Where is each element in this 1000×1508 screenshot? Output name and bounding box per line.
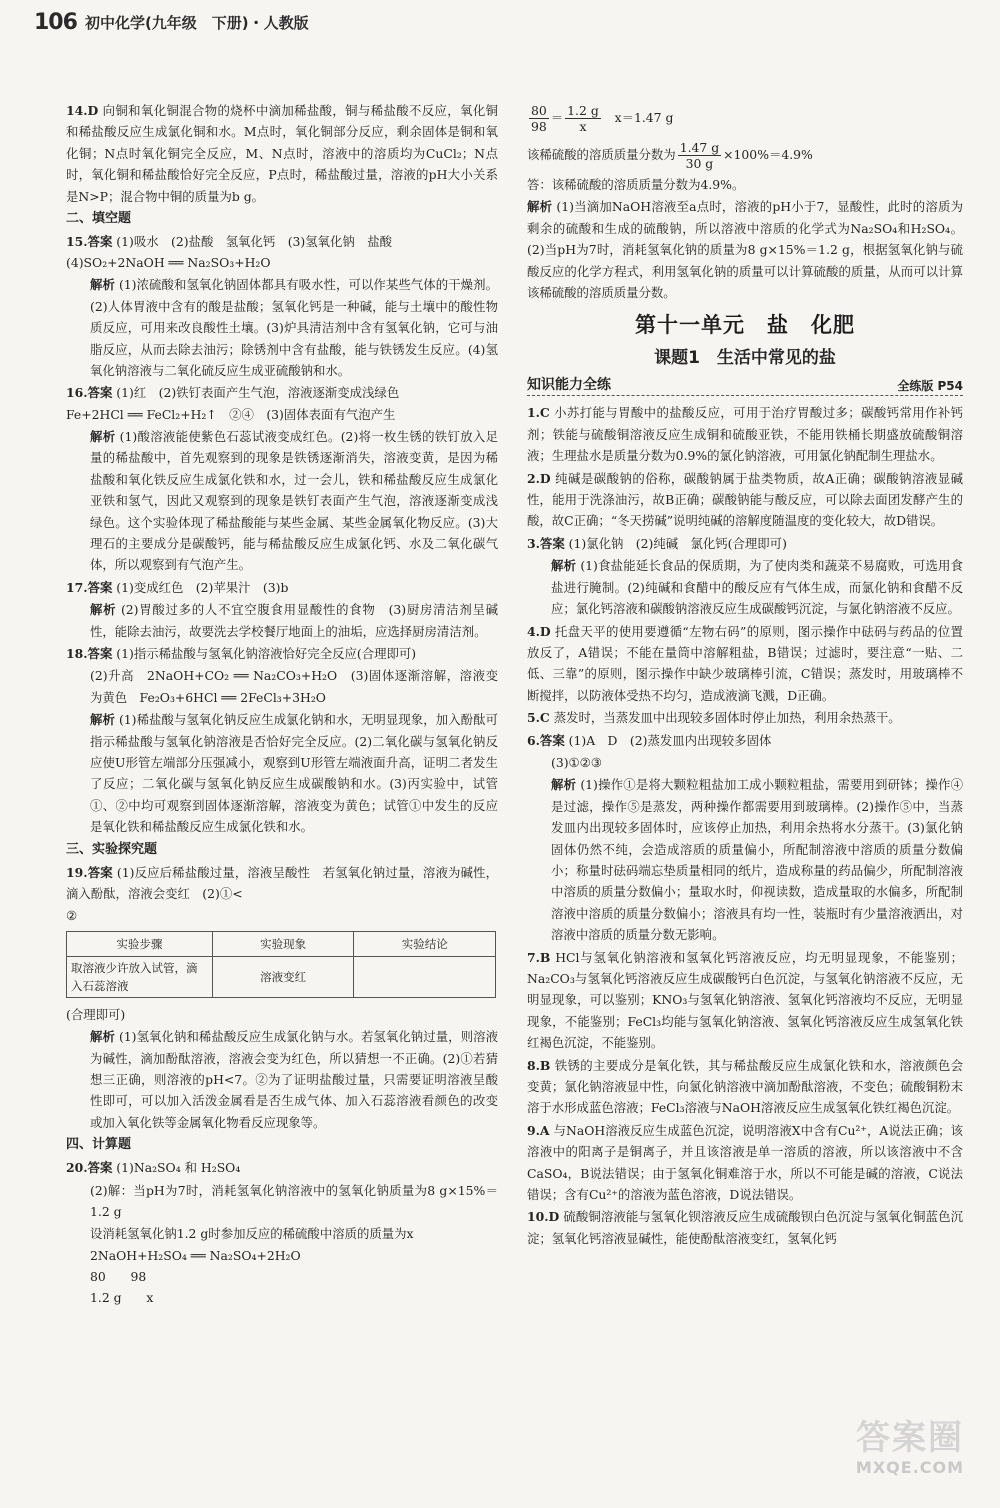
section-experiment: 三、实验探究题	[66, 841, 158, 857]
q20-analysis-label: 解析	[527, 199, 553, 215]
item-5-num: 5.C	[527, 710, 550, 726]
watermark-logo	[840, 1418, 980, 1498]
q19-analysis-label: 解析	[90, 1029, 115, 1045]
item-4-text: 托盘天平的使用要遵循“左物右码”的原则，图示操作中砝码与药品的位置放反了，A错误；不能在量筒中溶解粗盐，B错误；过滤时，要注意“一贴、二低、三靠”的原则，图示操作中缺少玻璃棒引流，C错误；蒸发时，用玻璃棒不断搅拌，以防液体受热不均匀，造成液滴飞溅，D正确。	[527, 623, 963, 703]
watermark-logo-text: 答案圈	[856, 1418, 964, 1458]
left-column	[66, 100, 498, 1309]
item-8-text: 铁锈的主要成分是氧化铁，其与稀盐酸反应生成氯化铁和水，溶液颜色会变黄；氯化钠溶液显中性，向氯化钠溶液中滴加酚酞溶液，不变色；硫酸铜粉末溶于水形成蓝色溶液；FeCl₃溶液与NaOH溶液反应生成氢氧化铁红褐色沉淀。	[527, 1057, 963, 1116]
q18-analysis-text: (1)稀盐酸与氢氧化钠反应生成氯化钠和水，无明显现象，加入酚酞可指示稀盐酸与氢氧化钠溶液是否恰好完全反应。(2)二氧化碳与氢氧化钠反应使U形管左端部分压强减小，观察到U形管左端液面升高，证明二者发生了反应；二氧化碳与氢氧化钠反应生成碳酸钠和水。(3)丙实验中，试管①、②中均可观察到固体逐渐溶解，溶液变为黄色；试管①中发生的反应是氧化铁和稀盐酸反应生成氯化铁和水。	[90, 712, 498, 835]
item-1-text: 小苏打能与胃酸中的盐酸反应，可用于治疗胃酸过多；碳酸钙常用作补钙剂；铁能与硫酸铜溶液反应生成铜和硫酸亚铁，不能用铁桶长期盛放硫酸铜溶液；生理盐水是质量分数为0.9%的氯化钠溶液，可用氯化钠配制生理盐水。	[527, 405, 963, 464]
q16-equation: Fe+2HCl ══ FeCl₂+H₂↑ ②④ (3)固体表面有气泡产生	[66, 406, 396, 422]
q16-num: 16.答案	[66, 385, 113, 401]
table-row	[67, 956, 496, 997]
item-6-analysis	[527, 774, 963, 945]
item-9-text: 与NaOH溶液反应生成蓝色沉淀，说明溶液X中含有Cu²⁺，A说法正确；该溶液中的阳离子是铜离子，并且该溶液是单一溶质的溶液，所以该溶液中不含CaSO₄，B说法错误；由于氢氧化铜难溶于水，所以不可能是碱的溶液，C说法错误；含有Cu²⁺的溶液为蓝色溶液，D说法错误。	[527, 1122, 963, 1203]
table-cell: 取溶液少许放入试管，滴入石蕊溶液	[67, 956, 213, 997]
fraction	[565, 103, 601, 134]
page-header	[34, 6, 534, 38]
q17-analysis-label: 解析	[90, 602, 117, 618]
q16-analysis-text: (1)酸溶液能使紫色石蕊试液变成红色。(2)将一枚生锈的铁钉放入足量的稀盐酸中，首先观察到的现象是铁锈逐渐消失，溶液变黄，是因为稀盐酸和氧化铁反应生成氯化铁和水，过一会儿，铁和稀盐酸反应生成氯化亚铁和氢气，因此又观察到的现象是铁钉表面产生气泡，溶液逐渐变成浅绿色。这个实验体现了稀盐酸能与某些金属、某些金属氧化物反应。(3)大理石的主要成分是碳酸钙，能与稀盐酸反应生成氯化钙、水及二氧化碳气体，所以观察到有气泡产生。	[90, 428, 498, 573]
fraction	[529, 103, 549, 134]
q18-analysis-label: 解析	[90, 712, 115, 728]
q20-ratio-2: 1.2 g x	[90, 1289, 154, 1305]
calc-answer: 答：该稀硫酸的溶质质量分数为4.9%。	[527, 177, 745, 192]
q15-analysis-text: (1)浓硫酸和氢氧化钠固体都具有吸水性，可以作某些气体的干燥剂。(2)人体胃液中含有的酸是盐酸；氢氧化钙是一种碱，能与土壤中的酸性物质反应，可用来改良酸性土壤。(3)炉具清洁剂中含有氢氧化钠，它可与油脂反应，从而去除去油污；除锈剂中含有盐酸，能与铁锈发生反应。(4)氢氧化钠溶液与二氧化硫反应生成亚硫酸钠和水。	[90, 277, 498, 379]
practice-ref: 全练版 P54	[897, 379, 963, 394]
q20-analysis	[527, 196, 963, 303]
item-6-analysis-label: 解析	[551, 777, 577, 793]
right-column	[527, 100, 963, 1250]
q17-analysis	[66, 599, 498, 642]
calc-conc-suffix: ×100%＝4.9%	[723, 147, 813, 162]
q20-equation: 2NaOH+H₂SO₄ ══ Na₂SO₄+2H₂O	[90, 1247, 301, 1263]
q16	[66, 382, 498, 403]
q14	[66, 100, 498, 207]
calc-conc-prefix: 该稀硫酸的溶质质量分数为	[527, 147, 676, 162]
q19-analysis-text: (1)氢氧化钠和稀盐酸反应生成氯化钠与水。若氢氧化钠过量，则溶液为碱性，滴加酚酞溶液，溶液会变为红色，所以猜想一不正确。(2)①若猜想三正确，则溶液的pH<7。②为了证明盐酸过量，只需要证明溶液呈酸性即可，可以加入活泼金属看是否生成气体、加入石蕊溶液看颜色的改变或加入氧化铁等金属氧化物看反应现象等。	[90, 1029, 498, 1130]
item-2	[527, 468, 963, 532]
item-2-text: 纯碱是碳酸钠的俗称，碳酸钠属于盐类物质，故A正确；碳酸钠溶液显碱性，能用于洗涤油污，故B正确；碳酸钠能与酸反应，可以除去面团发酵产生的酸，故C正确；“冬天捞碱”说明纯碱的溶解度随温度的变化较大，故D错误。	[527, 470, 963, 529]
item-3-analysis-label: 解析	[551, 558, 577, 574]
item-3-analysis	[527, 555, 963, 619]
fraction-numerator: 1.47 g	[679, 140, 720, 155]
q17-analysis-text: (2)胃酸过多的人不宜空腹食用显酸性的食物 (3)厨房清洁剂呈碱性，能除去油污，故要洗去学校餐厅地面上的油垢，应选择厨房清洁剂。	[90, 602, 498, 639]
table-header: 实验现象	[212, 931, 354, 956]
item-9	[527, 1120, 963, 1206]
watermark-url: MXQE.COM	[855, 1458, 965, 1477]
q14-text: 向铜和氧化铜混合物的烧杯中滴加稀盐酸，铜与稀盐酸不反应，氧化铜和稀盐酸反应生成氯化铜和水。M点时，氧化铜部分反应，剩余固体是铜和氧化铜；N点时氧化铜完全反应，M、N点时，溶液中的溶质均为CuCl₂；N点时，氧化铜和稀盐酸恰好完全反应，P点时，稀盐酸过量，溶液的pH大小关系是N>P；混合物中铜的质量为b g。	[66, 103, 498, 204]
item-9-num: 9.A	[527, 1122, 550, 1138]
item-7	[527, 947, 963, 1054]
item-1-num: 1.C	[527, 405, 550, 421]
item-4	[527, 621, 963, 707]
fraction-denominator: x	[579, 119, 587, 134]
q16-answer: (1)红 (2)铁钉表面产生气泡，溶液逐渐变成浅绿色	[116, 385, 400, 401]
q19-analysis	[66, 1026, 498, 1133]
fraction-numerator: 80	[531, 103, 547, 118]
practice-bar	[527, 374, 963, 396]
item-1	[527, 402, 963, 466]
q18	[66, 643, 498, 664]
table-header-row	[67, 931, 496, 956]
q19-sub2: ②	[66, 908, 78, 924]
fraction-denominator: 30 g	[685, 156, 714, 171]
q18-answer: (1)指示稀盐酸与氢氧化钠溶液恰好完全反应(合理即可)	[116, 645, 417, 661]
q20-analysis-text: (1)当滴加NaOH溶液至a点时，溶液的pH小于7，显酸性，此时的溶质为剩余的硫酸和生成的硫酸钠，所以溶液中溶质的化学式为Na₂SO₄和H₂SO₄。(2)当pH为7时，消耗氢氧化钠的质量为8 g×15%＝1.2 g，根据氢氧化钠与硫酸反应的化学方程式，利用氢氧化钠的质量可以计算硫酸的质量，从而可以计算该稀硫酸的溶质质量分数。	[527, 199, 963, 301]
calc-concentration	[527, 137, 963, 173]
q16-analysis-label: 解析	[90, 428, 116, 444]
item-7-num: 7.B	[527, 949, 551, 965]
item-6-answer-2: (3)①②③	[551, 754, 602, 770]
q19-answer: (1)反应后稀盐酸过量，溶液呈酸性 若氢氧化钠过量，溶液为碱性，滴入酚酞，溶液会变红 (2)①<	[66, 864, 498, 901]
q17	[66, 577, 498, 598]
q16-analysis	[66, 426, 498, 576]
q20	[66, 1157, 498, 1178]
item-6-num: 6.答案	[527, 732, 565, 748]
book-title: 初中化学(九年级 下册)・人教版	[84, 13, 309, 32]
item-3-num: 3.答案	[527, 535, 565, 551]
q19-num: 19.答案	[66, 864, 113, 880]
q18-answer-2: (2)升高 2NaOH+CO₂ ══ Na₂CO₃+H₂O (3)固体逐渐溶解，溶液变为黄色 Fe₂O₃+6HCl ══ 2FeCl₃+3H₂O	[90, 668, 498, 705]
q15-analysis	[66, 274, 498, 381]
section-fill-blank: 二、填空题	[66, 211, 132, 227]
q18-analysis	[66, 709, 498, 837]
fraction-numerator: 1.2 g	[567, 103, 599, 118]
q20-num: 20.答案	[66, 1160, 113, 1176]
item-3	[527, 533, 963, 554]
q15-analysis-label: 解析	[90, 277, 115, 293]
item-10-text: 硫酸铜溶液能与氢氧化钡溶液反应生成硫酸钡白色沉淀与氢氧化铜蓝色沉淀；氢氧化钙溶液显碱性，能使酚酞溶液变红，氢氧化钙	[527, 1209, 963, 1246]
table-header: 实验步骤	[67, 931, 213, 956]
lesson-title: 课题1 生活中常见的盐	[654, 348, 836, 369]
q17-answer: (1)变成红色 (2)苹果汁 (3)b	[116, 579, 289, 595]
q14-num: 14.D	[66, 103, 99, 118]
item-3-analysis-text: (1)食盐能延长食品的保质期，为了使肉类和蔬菜不易腐败，可选用食盐进行腌制。(2)纯碱和食醋中的酸反应有气体生成，而氯化钠和食醋不反应；氯化钙溶液和碳酸钠溶液反应生成碳酸钙沉淀，与氯化钠溶液不反应。	[551, 558, 963, 617]
item-3-answer: (1)氯化钠 (2)纯碱 氯化钙(合理即可)	[568, 535, 787, 551]
fraction	[678, 140, 721, 171]
calc-result: x＝1.47 g	[614, 110, 674, 125]
unit-title: 第十一单元 盐 化肥	[635, 313, 855, 338]
item-4-num: 4.D	[527, 623, 551, 639]
practice-title: 知识能力全练	[527, 377, 611, 394]
q15-answer: (1)吸水 (2)盐酸 氢氧化钙 (3)氢氧化钠 盐酸	[116, 234, 392, 250]
item-8-num: 8.B	[527, 1057, 551, 1073]
item-10-num: 10.D	[527, 1209, 560, 1225]
table-cell: 溶液变红	[212, 956, 354, 997]
item-6	[527, 730, 963, 751]
item-10	[527, 1206, 963, 1249]
q19	[66, 862, 498, 905]
q20-ratio-1: 80 98	[90, 1268, 147, 1284]
q18-num: 18.答案	[66, 645, 113, 661]
page-number: 106	[34, 9, 77, 35]
item-7-text: HCl与氢氧化钠溶液和氢氧化钙溶液反应，均无明显现象，不能鉴别；Na₂CO₃与氢氧化钙溶液反应生成碳酸钙白色沉淀，与氢氧化钠溶液不反应，无明显现象，可以鉴别；KNO₃与氢氧化钠溶液、氢氧化钙溶液均不反应，无明显现象，不能鉴别；FeCl₃均能与氢氧化钠溶液、氢氧化钙溶液反应生成氢氧化铁红褐色沉淀，不能鉴别。	[527, 949, 963, 1051]
item-6-answer: (1)A D (2)蒸发皿内出现较多固体	[568, 732, 772, 748]
q20-answer: (1)Na₂SO₄ 和 H₂SO₄	[116, 1160, 241, 1176]
q15	[66, 231, 498, 252]
item-6-analysis-text: (1)操作①是将大颗粒粗盐加工成小颗粒粗盐，需要用到研钵；操作④是过滤，操作⑤是蒸发，两种操作都需要用到玻璃棒。(2)操作⑤中，当蒸发皿内出现较多固体时，应该停止加热，利用余热将水分蒸干。(3)氯化钠固体仍然不纯，会造成溶质的质量偏小，所配制溶液中溶质的质量分数偏小；称量时砝码端忘垫质量相同的纸片，造成称量的药品偏少，所配制溶液中溶质的质量分数偏小；量取水时，仰视读数，造成量取的水偏多，所配制溶液中溶质的质量分数偏小；溶液具有均一性，装瓶时有少量溶液洒出，对溶液中溶质的质量分数无影响。	[551, 777, 963, 943]
item-2-num: 2.D	[527, 470, 551, 486]
table-header: 实验结论	[354, 931, 496, 956]
q15-equation: (4)SO₂+2NaOH ══ Na₂SO₃+H₂O	[66, 255, 271, 271]
table-cell	[354, 956, 496, 997]
item-5-text: 蒸发时，当蒸发皿中出现较多固体时停止加热，利用余热蒸干。	[553, 710, 901, 726]
q20-text-1: (2)解：当pH为7时，消耗氢氧化钠溶液中的氢氧化钠质量为8 g×15%＝1.2 g	[90, 1182, 498, 1220]
q20-text-2: 设消耗氢氧化钠1.2 g时参加反应的稀硫酸中溶质的质量为x	[90, 1226, 414, 1242]
section-calculation: 四、计算题	[66, 1137, 132, 1153]
q17-num: 17.答案	[66, 579, 113, 595]
q19-table	[66, 931, 496, 998]
q19-note: (合理即可)	[66, 1006, 126, 1022]
fraction-denominator: 98	[531, 119, 547, 134]
item-5	[527, 707, 963, 728]
calc-proportion: $\frac{80}{98}$ ＝ $\frac{1.2 g}{x}$ x＝1.47 g	[531, 103, 674, 134]
q15-num: 15.答案	[66, 234, 113, 250]
item-8	[527, 1055, 963, 1119]
